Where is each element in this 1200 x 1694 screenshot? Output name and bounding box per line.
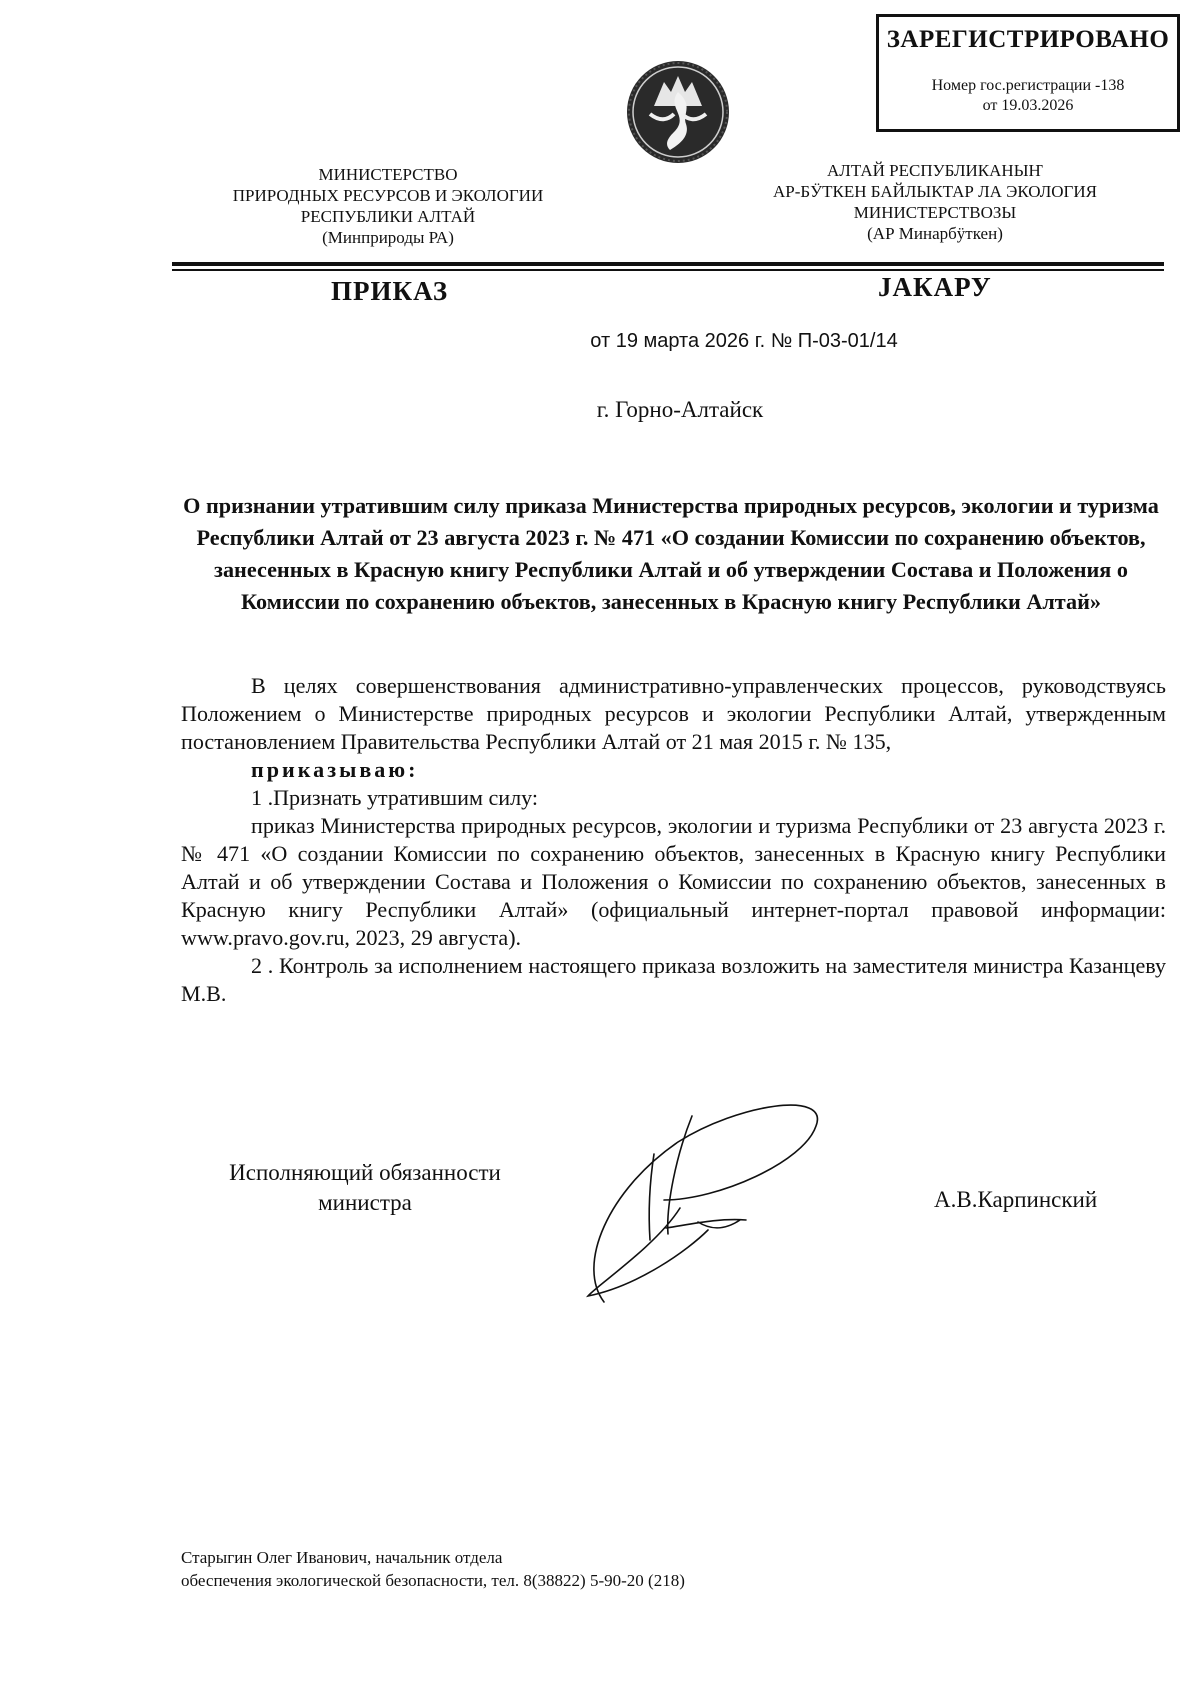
header-rule-thin <box>172 269 1164 271</box>
org-right-line: МИНИСТЕРСТВОЗЫ <box>853 203 1017 222</box>
org-right-line: АР-БӰТКЕН БАЙЛЫКТАР ЛА ЭКОЛОГИЯ <box>772 182 1097 201</box>
preamble-paragraph: В целях совершенствования административно-управленческих процессов, руководствуясь Положением о Министерстве природных ресурсов и экологии Республики Алтай, утвержденным постановлением Правительства Республики Алтай от 21 мая 2015 г. № 135, <box>181 673 1166 754</box>
order-item-2: 2 . Контроль за исполнением настоящего приказа возложить на заместителя министра Казанцеву М.В. <box>181 953 1166 1006</box>
handwritten-signature <box>568 1090 908 1320</box>
city: г. Горно-Алтайск <box>596 397 764 422</box>
executor-contact <box>181 1546 685 1592</box>
org-left-line: (Минприроды РА) <box>322 228 454 247</box>
signer-name: А.В.Карпинский <box>934 1187 1098 1212</box>
stamp-reg-number: Номер гос.регистрации -138 <box>931 77 1125 94</box>
stamp-reg-date: от 19.03.2026 <box>982 97 1074 114</box>
signer-title <box>200 1158 530 1218</box>
executor-line: обеспечения экологической безопасности, тел. 8(38822) 5-90-20 (218) <box>181 1571 685 1590</box>
org-right-line: АЛТАЙ РЕСПУБЛИКАНЫҤ <box>827 161 1043 180</box>
org-left-line: МИНИСТЕРСТВО <box>318 165 458 184</box>
order-heading: О признании утратившим силу приказа Министерства природных ресурсов, экологии и туризма Республики Алтай от 23 августа 2023 г. № 471 «О создании Комиссии по сохранению объектов, занесенных в Красную книгу Республики Алтай и об утверждении Состава и Положения о Комиссии по сохранению объектов, занесенных в Красную книгу Республики Алтай» <box>183 493 1159 614</box>
org-left-line: РЕСПУБЛИКИ АЛТАЙ <box>300 207 476 226</box>
altai-republic-emblem-icon <box>624 58 732 166</box>
executor-line: Старыгин Олег Иванович, начальник отдела <box>181 1548 503 1567</box>
org-name-altai <box>740 160 1130 244</box>
org-left-line: ПРИРОДНЫХ РЕСУРСОВ И ЭКОЛОГИИ <box>232 186 544 205</box>
order-item-1: 1 .Признать утратившим силу: <box>251 785 539 810</box>
registration-stamp <box>876 14 1180 132</box>
order-word: приказываю: <box>251 757 419 782</box>
order-item-1-text: приказ Министерства природных ресурсов, экологии и туризма Республики от 23 августа 2023 г. № 471 «О создании Комиссии по сохранению объектов, занесенных в Красную книгу Республики Алтай и об утверждении Состава и Положения о Комиссии по сохранению объектов, занесенных в Красную книгу Республики Алтай» (официальный интернет-портал правовой информации: www.pravo.gov.ru, 2023, 29 августа). <box>181 813 1166 950</box>
order-date-number: от 19 марта 2026 г. № П-03-01/14 <box>590 330 898 352</box>
header-rule-thick <box>172 262 1164 266</box>
doc-type-russian: ПРИКАЗ <box>331 276 449 306</box>
stamp-title: ЗАРЕГИСТРИРОВАНО <box>886 26 1170 53</box>
signer-title-line: министра <box>318 1190 412 1215</box>
org-name-russian <box>218 164 558 248</box>
org-right-line: (АР Минарбӱткен) <box>867 224 1003 243</box>
order-body <box>181 672 1166 1008</box>
doc-type-altai: ЈАКАРУ <box>878 272 992 302</box>
signer-title-line: Исполняющий обязанности <box>229 1160 501 1185</box>
